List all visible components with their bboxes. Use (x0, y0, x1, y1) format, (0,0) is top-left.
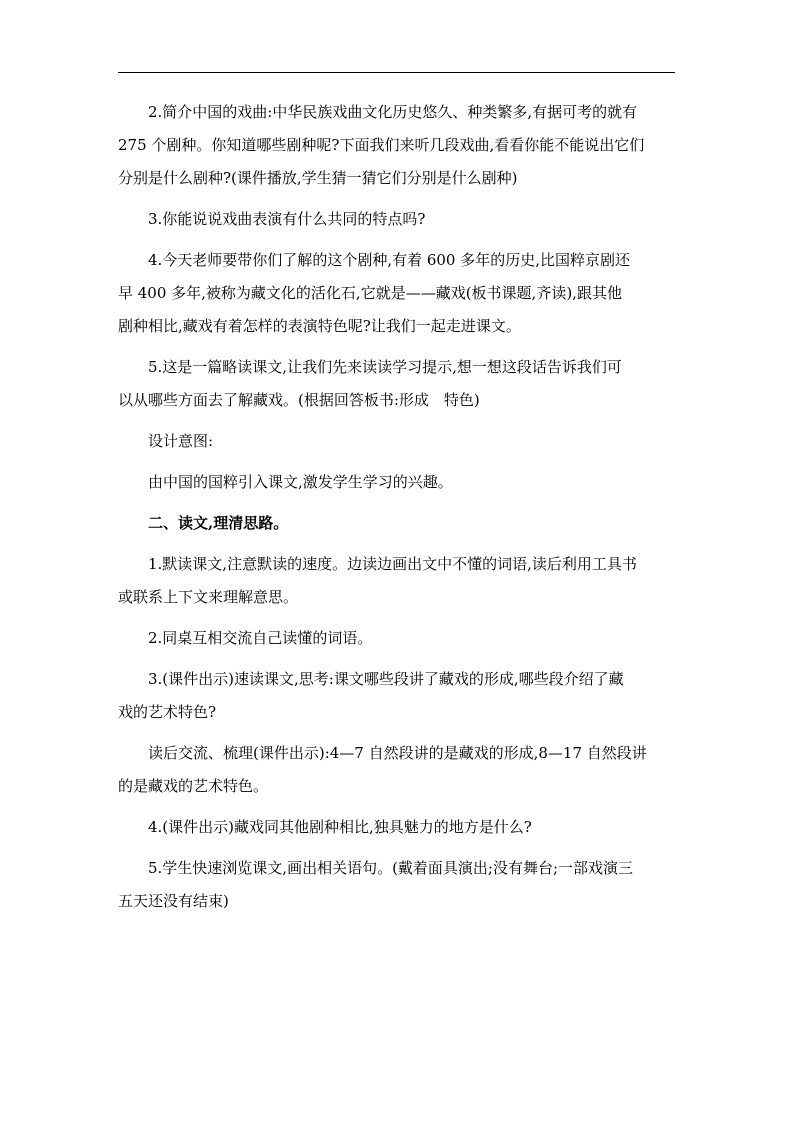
paragraph-speed-reading (118, 663, 675, 729)
text-line: 2.简介中国的戏曲:中华民族戏曲文化历史悠久、种类繁多,有据可考的就有 (148, 103, 638, 121)
text-line: 剧种相比,藏戏有着怎样的表演特色呢?让我们一起走进课文。 (118, 317, 521, 335)
paragraph-browse-text (118, 852, 675, 918)
section-heading (118, 507, 675, 540)
document-body (118, 96, 675, 926)
paragraph-reading-tips (118, 351, 675, 417)
text-line: 5.这是一篇略读课文,让我们先来读读学习提示,想一想这段话告诉我们可 (148, 358, 622, 376)
text-line: 分别是什么剧种?(课件播放,学生猜一猜它们分别是什么剧种) (118, 169, 518, 187)
text-line: 1.默读课文,注意默读的速度。边读边画出文中不懂的词语,读后利用工具书 (148, 555, 637, 573)
paragraph-silent-reading (118, 548, 675, 614)
text-line: 2.同桌互相交流自己读懂的词语。 (148, 629, 373, 647)
paragraph-design-intent-label (118, 425, 675, 458)
heading-text: 二、读文,理清思路。 (148, 514, 289, 532)
text-line: 五天还没有结束) (118, 892, 229, 910)
paragraph-deskmate-exchange (118, 622, 675, 655)
text-line: 设计意图: (148, 432, 214, 450)
text-line: 读后交流、梳理(课件出示):4—7 自然段讲的是藏戏的形成,8—17 自然段讲 (148, 744, 647, 762)
text-line: 戏的艺术特色? (118, 703, 217, 721)
text-line: 3.(课件出示)速读课文,思考:课文哪些段讲了藏戏的形成,哪些段介绍了藏 (148, 670, 624, 688)
text-line: 3.你能说说戏曲表演有什么共同的特点吗? (148, 210, 426, 228)
text-line: 5.学生快速浏览课文,画出相关语句。(戴着面具演出;没有舞台;一部戏演三 (148, 859, 634, 877)
paragraph-unique-charm (118, 811, 675, 844)
text-line: 4.今天老师要带你们了解的这个剧种,有着 600 多年的历史,比国粹京剧还 (148, 251, 631, 269)
paragraph-discussion (118, 737, 675, 803)
paragraph-design-intent (118, 466, 675, 499)
paragraph-intro-opera (118, 96, 675, 195)
header-rule (118, 72, 675, 73)
text-line: 以从哪些方面去了解藏戏。(根据回答板书:形成 特色) (118, 391, 480, 409)
paragraph-common-features (118, 203, 675, 236)
paragraph-tibetan-opera-intro (118, 244, 675, 343)
text-line: 由中国的国粹引入课文,激发学生学习的兴趣。 (148, 473, 453, 491)
text-line: 早 400 多年,被称为藏文化的活化石,它就是——藏戏(板书课题,齐读),跟其他 (118, 284, 622, 302)
text-line: 的是藏戏的艺术特色。 (118, 777, 269, 795)
text-line: 275 个剧种。你知道哪些剧种呢?下面我们来听几段戏曲,看看你能不能说出它们 (118, 136, 645, 154)
text-line: 或联系上下文来理解意思。 (118, 588, 299, 606)
text-line: 4.(课件出示)藏戏同其他剧种相比,独具魅力的地方是什么? (148, 818, 532, 836)
